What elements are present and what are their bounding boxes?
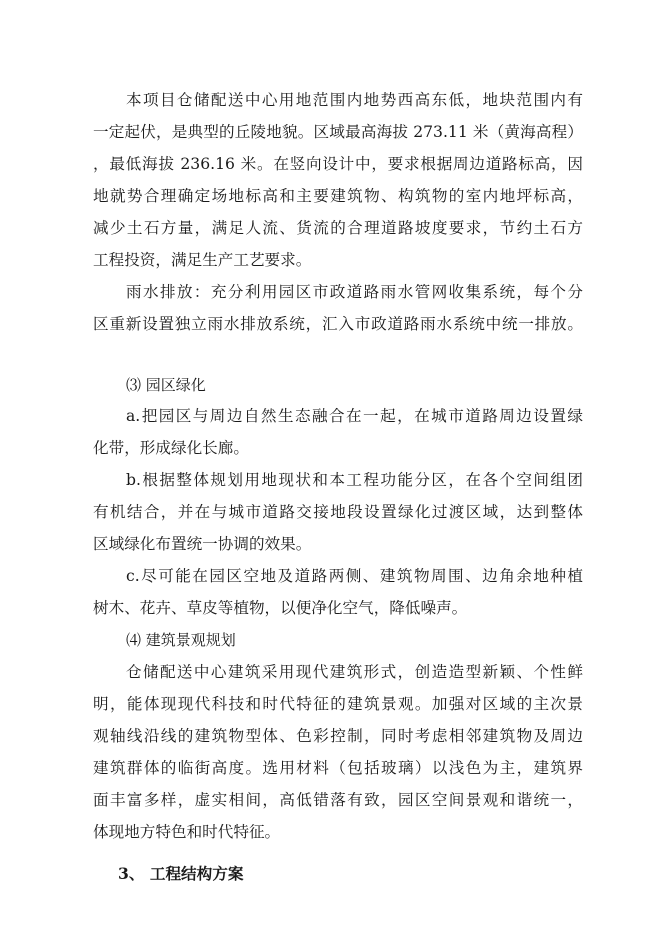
paragraph-line: c.尽可能在园区空地及道路两侧、建筑物周围、边角余地种植 [126, 567, 583, 585]
paragraph-line: 化带，形成绿化长廊。 [93, 439, 249, 457]
paragraph-line: 工程投资，满足生产工艺要求。 [93, 251, 312, 269]
paragraph-line: 区重新设置独立雨水排放系统，汇入市政道路雨水系统中统一排放。 [93, 315, 583, 333]
paragraph-line: 观轴线沿线的建筑物型体、色彩控制，同时考虑相邻建筑物及周边 [93, 727, 583, 745]
paragraph-line: a.把园区与周边自然生态融合在一起，在城市道路周边设置绿 [126, 407, 583, 425]
paragraph-line: ，最低海拔 236.16 米。在竖向设计中，要求根据周边道路标高，因 [93, 155, 583, 173]
paragraph-line: 树木、花卉、草皮等植物，以便净化空气，降低噪声。 [93, 599, 468, 617]
section-title: 3、 工程结构方案 [118, 864, 244, 883]
paragraph-line: 明，能体现现代科技和时代特征的建筑景观。加强对区域的主次景 [93, 695, 583, 713]
paragraph-line: 减少土石方量，满足人流、货流的合理道路坡度要求，节约土石方 [93, 219, 583, 237]
paragraph-line: 本项目仓储配送中心用地范围内地势西高东低，地块范围内有 [126, 91, 583, 109]
paragraph-line: 面丰富多样，虚实相间，高低错落有致，园区空间景观和谐统一， [93, 791, 583, 809]
section-heading: ⑷ 建筑景观规划 [126, 631, 236, 649]
paragraph-line: 一定起伏，是典型的丘陵地貌。区域最高海拔 273.11 米（黄海高程） [93, 123, 583, 141]
paragraph-line: b.根据整体规划用地现状和本工程功能分区，在各个空间组团 [126, 471, 583, 489]
paragraph-line: 建筑群体的临街高度。选用材料（包括玻璃）以浅色为主，建筑界 [93, 759, 583, 777]
section-heading: ⑶ 园区绿化 [126, 376, 206, 394]
paragraph-line: 雨水排放：充分利用园区市政道路雨水管网收集系统，每个分 [126, 283, 583, 301]
paragraph-line: 地就势合理确定场地标高和主要建筑物、构筑物的室内地坪标高， [93, 187, 583, 205]
paragraph-line: 仓储配送中心建筑采用现代建筑形式，创造造型新颖、个性鲜 [126, 663, 583, 681]
paragraph-line: 区域绿化布置统一协调的效果。 [93, 535, 312, 553]
paragraph-line: 有机结合，并在与城市道路交接地段设置绿化过渡区域，达到整体 [93, 503, 583, 521]
paragraph-line: 体现地方特色和时代特征。 [93, 823, 281, 841]
